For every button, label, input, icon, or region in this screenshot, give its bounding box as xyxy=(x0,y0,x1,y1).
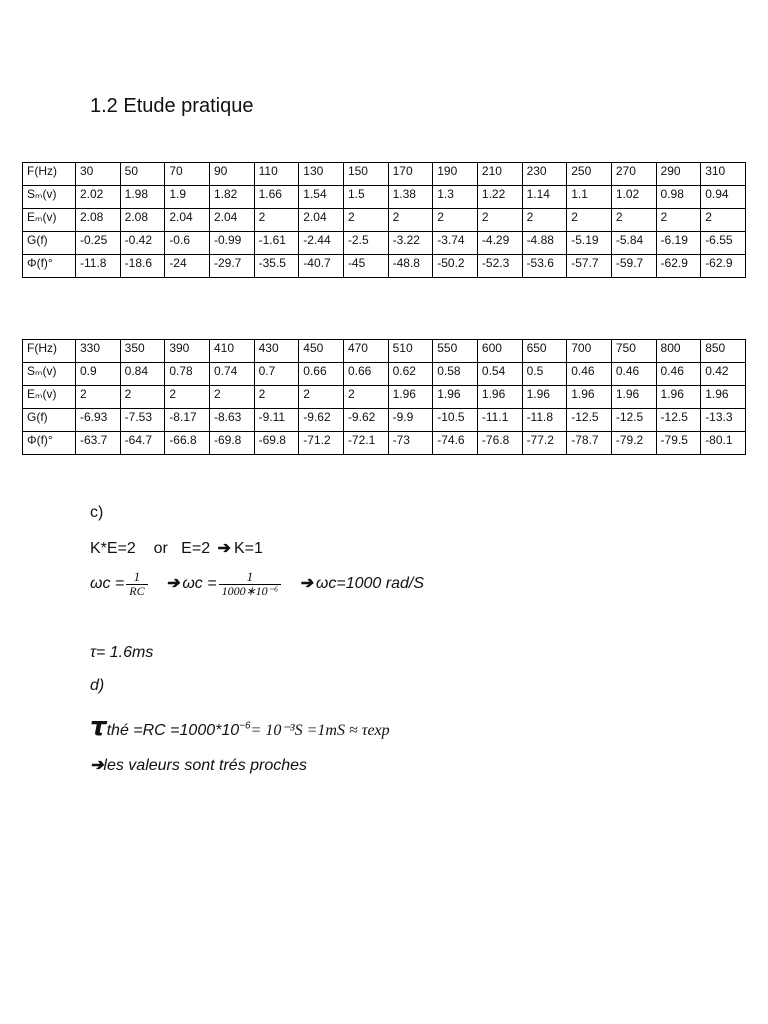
table-cell: -10.5 xyxy=(433,409,478,432)
table-cell: 190 xyxy=(433,163,478,186)
table-cell: -29.7 xyxy=(209,255,254,278)
table-cell: -4.29 xyxy=(477,232,522,255)
table-cell: 1.14 xyxy=(522,186,567,209)
table-cell: 1.38 xyxy=(388,186,433,209)
table-cell: 350 xyxy=(120,340,165,363)
table-cell: 2.02 xyxy=(76,186,121,209)
table-cell: 2 xyxy=(254,209,299,232)
k-or: or xyxy=(153,540,168,557)
table-cell: -0.25 xyxy=(76,232,121,255)
table-cell: -5.19 xyxy=(567,232,612,255)
table-cell: 1.96 xyxy=(477,386,522,409)
table-cell: -35.5 xyxy=(254,255,299,278)
table-cell: 110 xyxy=(254,163,299,186)
measurement-table-2 xyxy=(22,339,746,455)
table-cell: 0.42 xyxy=(701,363,746,386)
table-cell: 0.66 xyxy=(299,363,344,386)
table-cell: 1.22 xyxy=(477,186,522,209)
table-cell: -3.22 xyxy=(388,232,433,255)
table-cell: -73 xyxy=(388,432,433,455)
table-cell: 230 xyxy=(522,163,567,186)
table-cell: -5.84 xyxy=(611,232,656,255)
table-cell: -2.44 xyxy=(299,232,344,255)
table-cell: 2 xyxy=(209,386,254,409)
wc-lhs: ωc = xyxy=(90,574,125,592)
table-cell: 0.98 xyxy=(656,186,701,209)
table-cell: -71.2 xyxy=(299,432,344,455)
table-cell: -11.1 xyxy=(477,409,522,432)
table-cell: 1.98 xyxy=(120,186,165,209)
table-cell: -57.7 xyxy=(567,255,612,278)
table-cell: 650 xyxy=(522,340,567,363)
table-row xyxy=(23,163,746,186)
table-cell: 2 xyxy=(343,386,388,409)
table-cell: -63.7 xyxy=(76,432,121,455)
table-cell: 600 xyxy=(477,340,522,363)
table-cell: 2 xyxy=(656,209,701,232)
arrow-icon: ➔ xyxy=(165,574,180,592)
k-result: K=1 xyxy=(233,540,263,557)
table-cell: -9.62 xyxy=(299,409,344,432)
table-cell: 150 xyxy=(343,163,388,186)
table-cell: 50 xyxy=(120,163,165,186)
table-cell: 0.46 xyxy=(611,363,656,386)
conclusion-line xyxy=(90,755,307,775)
table-cell: 2.04 xyxy=(165,209,210,232)
table-cell: 310 xyxy=(701,163,746,186)
table-cell: 510 xyxy=(388,340,433,363)
table-cell: -0.99 xyxy=(209,232,254,255)
table-cell: -69.8 xyxy=(254,432,299,455)
table-cell: -72.1 xyxy=(343,432,388,455)
table-cell: 430 xyxy=(254,340,299,363)
table-row xyxy=(23,386,746,409)
table-cell: -59.7 xyxy=(611,255,656,278)
table-cell: -69.8 xyxy=(209,432,254,455)
table-cell: -80.1 xyxy=(701,432,746,455)
table-cell: 2 xyxy=(254,386,299,409)
table-cell: -74.6 xyxy=(433,432,478,455)
tau-measured: τ= 1.6ms xyxy=(90,644,154,661)
wc-lhs-2: ωc = xyxy=(182,574,217,592)
table-cell: -11.8 xyxy=(76,255,121,278)
table-cell: 1.54 xyxy=(299,186,344,209)
table-cell: 0.9 xyxy=(76,363,121,386)
table-cell: 0.7 xyxy=(254,363,299,386)
table-cell: 290 xyxy=(656,163,701,186)
table-cell: -12.5 xyxy=(567,409,612,432)
row-header-cell: Φ(f)° xyxy=(23,255,76,278)
table-cell: 0.66 xyxy=(343,363,388,386)
table-cell: -9.9 xyxy=(388,409,433,432)
tau-theory-text: thé =RC =1000*10 xyxy=(106,722,240,739)
arrow-icon: ➔ xyxy=(90,757,104,774)
table-cell: 2.08 xyxy=(76,209,121,232)
table-cell: -3.74 xyxy=(433,232,478,255)
table-cell: 2 xyxy=(433,209,478,232)
table-cell: 2 xyxy=(701,209,746,232)
table-cell: -7.53 xyxy=(120,409,165,432)
table-cell: 2 xyxy=(343,209,388,232)
table-row xyxy=(23,186,746,209)
table-cell: 850 xyxy=(701,340,746,363)
row-header-cell: Φ(f)° xyxy=(23,432,76,455)
table-cell: -8.17 xyxy=(165,409,210,432)
table-cell: 2 xyxy=(522,209,567,232)
table-cell: 0.54 xyxy=(477,363,522,386)
table-cell: 1.3 xyxy=(433,186,478,209)
wc-result: ωc=1000 rad/S xyxy=(315,574,424,592)
table-cell: 2.04 xyxy=(299,209,344,232)
label-c: c) xyxy=(90,504,104,521)
table-cell: -52.3 xyxy=(477,255,522,278)
k-part2: E=2 xyxy=(181,540,211,557)
table-cell: 2 xyxy=(76,386,121,409)
measurement-table-1 xyxy=(22,162,746,278)
table-cell: 250 xyxy=(567,163,612,186)
table-cell: 270 xyxy=(611,163,656,186)
table-cell: 0.62 xyxy=(388,363,433,386)
table-cell: 1.96 xyxy=(611,386,656,409)
table-cell: 700 xyxy=(567,340,612,363)
table-cell: 550 xyxy=(433,340,478,363)
table-cell: 1.82 xyxy=(209,186,254,209)
table-cell: -40.7 xyxy=(299,255,344,278)
arrow-icon: ➔ xyxy=(217,540,231,557)
table-cell: 0.5 xyxy=(522,363,567,386)
table-cell: 1.5 xyxy=(343,186,388,209)
table-row xyxy=(23,209,746,232)
row-header-cell: G(f) xyxy=(23,232,76,255)
table-cell: 1.96 xyxy=(567,386,612,409)
table-row xyxy=(23,255,746,278)
wc-numerator: 1 xyxy=(133,569,141,584)
table-cell: 1.66 xyxy=(254,186,299,209)
table-cell: 750 xyxy=(611,340,656,363)
table-cell: -48.8 xyxy=(388,255,433,278)
table-cell: 2.08 xyxy=(120,209,165,232)
tau-exponent: −6 xyxy=(239,720,251,732)
table-cell: 0.94 xyxy=(701,186,746,209)
table-cell: -62.9 xyxy=(701,255,746,278)
table-cell: 130 xyxy=(299,163,344,186)
table-cell: -13.3 xyxy=(701,409,746,432)
table-cell: -2.5 xyxy=(343,232,388,255)
row-header-cell: Eₘ(v) xyxy=(23,386,76,409)
table-cell: -18.6 xyxy=(120,255,165,278)
table-cell: -0.42 xyxy=(120,232,165,255)
table-row xyxy=(23,363,746,386)
table-row xyxy=(23,340,746,363)
table-cell: -53.6 xyxy=(522,255,567,278)
table-cell: 2 xyxy=(611,209,656,232)
table-cell: 0.74 xyxy=(209,363,254,386)
table-cell: 1.1 xyxy=(567,186,612,209)
table-cell: -0.6 xyxy=(165,232,210,255)
table-cell: 2 xyxy=(567,209,612,232)
table-cell: 210 xyxy=(477,163,522,186)
table-row xyxy=(23,409,746,432)
table-cell: 2 xyxy=(165,386,210,409)
row-header-cell: F(Hz) xyxy=(23,163,76,186)
table-cell: -6.19 xyxy=(656,232,701,255)
row-header-cell: Sₘ(v) xyxy=(23,363,76,386)
table-cell: -62.9 xyxy=(656,255,701,278)
table-cell: 0.84 xyxy=(120,363,165,386)
table-cell: 0.58 xyxy=(433,363,478,386)
table-cell: -4.88 xyxy=(522,232,567,255)
table-cell: -78.7 xyxy=(567,432,612,455)
tau-theory-equation xyxy=(90,712,390,742)
wc-fraction-2 xyxy=(219,570,282,597)
table-cell: -12.5 xyxy=(656,409,701,432)
table-cell: 30 xyxy=(76,163,121,186)
table-cell: 1.96 xyxy=(701,386,746,409)
table-cell: -9.62 xyxy=(343,409,388,432)
wc-denominator: RC xyxy=(126,584,147,598)
table-cell: 470 xyxy=(343,340,388,363)
table-cell: 170 xyxy=(388,163,433,186)
table-cell: 390 xyxy=(165,340,210,363)
table-cell: -6.55 xyxy=(701,232,746,255)
row-header-cell: G(f) xyxy=(23,409,76,432)
wc-equation xyxy=(90,570,424,597)
tau-symbol: τ xyxy=(90,712,107,742)
table-cell: 410 xyxy=(209,340,254,363)
table-cell: -11.8 xyxy=(522,409,567,432)
wc-fraction xyxy=(126,570,147,597)
section-heading: 1.2 Etude pratique xyxy=(90,95,254,117)
table-cell: -50.2 xyxy=(433,255,478,278)
tau-theory-tail: = 10⁻³S =1mS ≈ τexp xyxy=(250,722,390,739)
table-cell: 0.46 xyxy=(567,363,612,386)
table-cell: -64.7 xyxy=(120,432,165,455)
table-cell: -1.61 xyxy=(254,232,299,255)
table-cell: 1.96 xyxy=(433,386,478,409)
table-cell: 1.96 xyxy=(522,386,567,409)
table-cell: 2 xyxy=(477,209,522,232)
row-header-cell: Eₘ(v) xyxy=(23,209,76,232)
table-cell: 330 xyxy=(76,340,121,363)
table-cell: -6.93 xyxy=(76,409,121,432)
table-cell: -77.2 xyxy=(522,432,567,455)
table-cell: 0.46 xyxy=(656,363,701,386)
k-equation xyxy=(90,538,263,558)
row-header-cell: Sₘ(v) xyxy=(23,186,76,209)
wc-numerator-2: 1 xyxy=(246,569,254,584)
table-cell: 2.04 xyxy=(209,209,254,232)
table-cell: -79.5 xyxy=(656,432,701,455)
table-cell: -12.5 xyxy=(611,409,656,432)
table-cell: 1.9 xyxy=(165,186,210,209)
table-cell: 2 xyxy=(388,209,433,232)
row-header-cell: F(Hz) xyxy=(23,340,76,363)
table-cell: -8.63 xyxy=(209,409,254,432)
table-row xyxy=(23,432,746,455)
table-cell: 2 xyxy=(120,386,165,409)
table-cell: 0.78 xyxy=(165,363,210,386)
k-part1: K*E=2 xyxy=(90,540,136,557)
table-cell: -9.11 xyxy=(254,409,299,432)
table-cell: 450 xyxy=(299,340,344,363)
table-cell: 1.02 xyxy=(611,186,656,209)
table-row xyxy=(23,232,746,255)
table-cell: 70 xyxy=(165,163,210,186)
wc-denominator-2: 1000∗10⁻⁶ xyxy=(219,584,282,598)
conclusion-text: les valeurs sont trés proches xyxy=(103,757,308,774)
table-cell: 1.96 xyxy=(656,386,701,409)
table-cell: 2 xyxy=(299,386,344,409)
table-cell: -76.8 xyxy=(477,432,522,455)
table-cell: -45 xyxy=(343,255,388,278)
table-cell: -24 xyxy=(165,255,210,278)
table-cell: 800 xyxy=(656,340,701,363)
table-cell: -66.8 xyxy=(165,432,210,455)
table-cell: 1.96 xyxy=(388,386,433,409)
table-cell: -79.2 xyxy=(611,432,656,455)
table-cell: 90 xyxy=(209,163,254,186)
label-d: d) xyxy=(90,677,105,694)
arrow-icon: ➔ xyxy=(299,574,313,592)
